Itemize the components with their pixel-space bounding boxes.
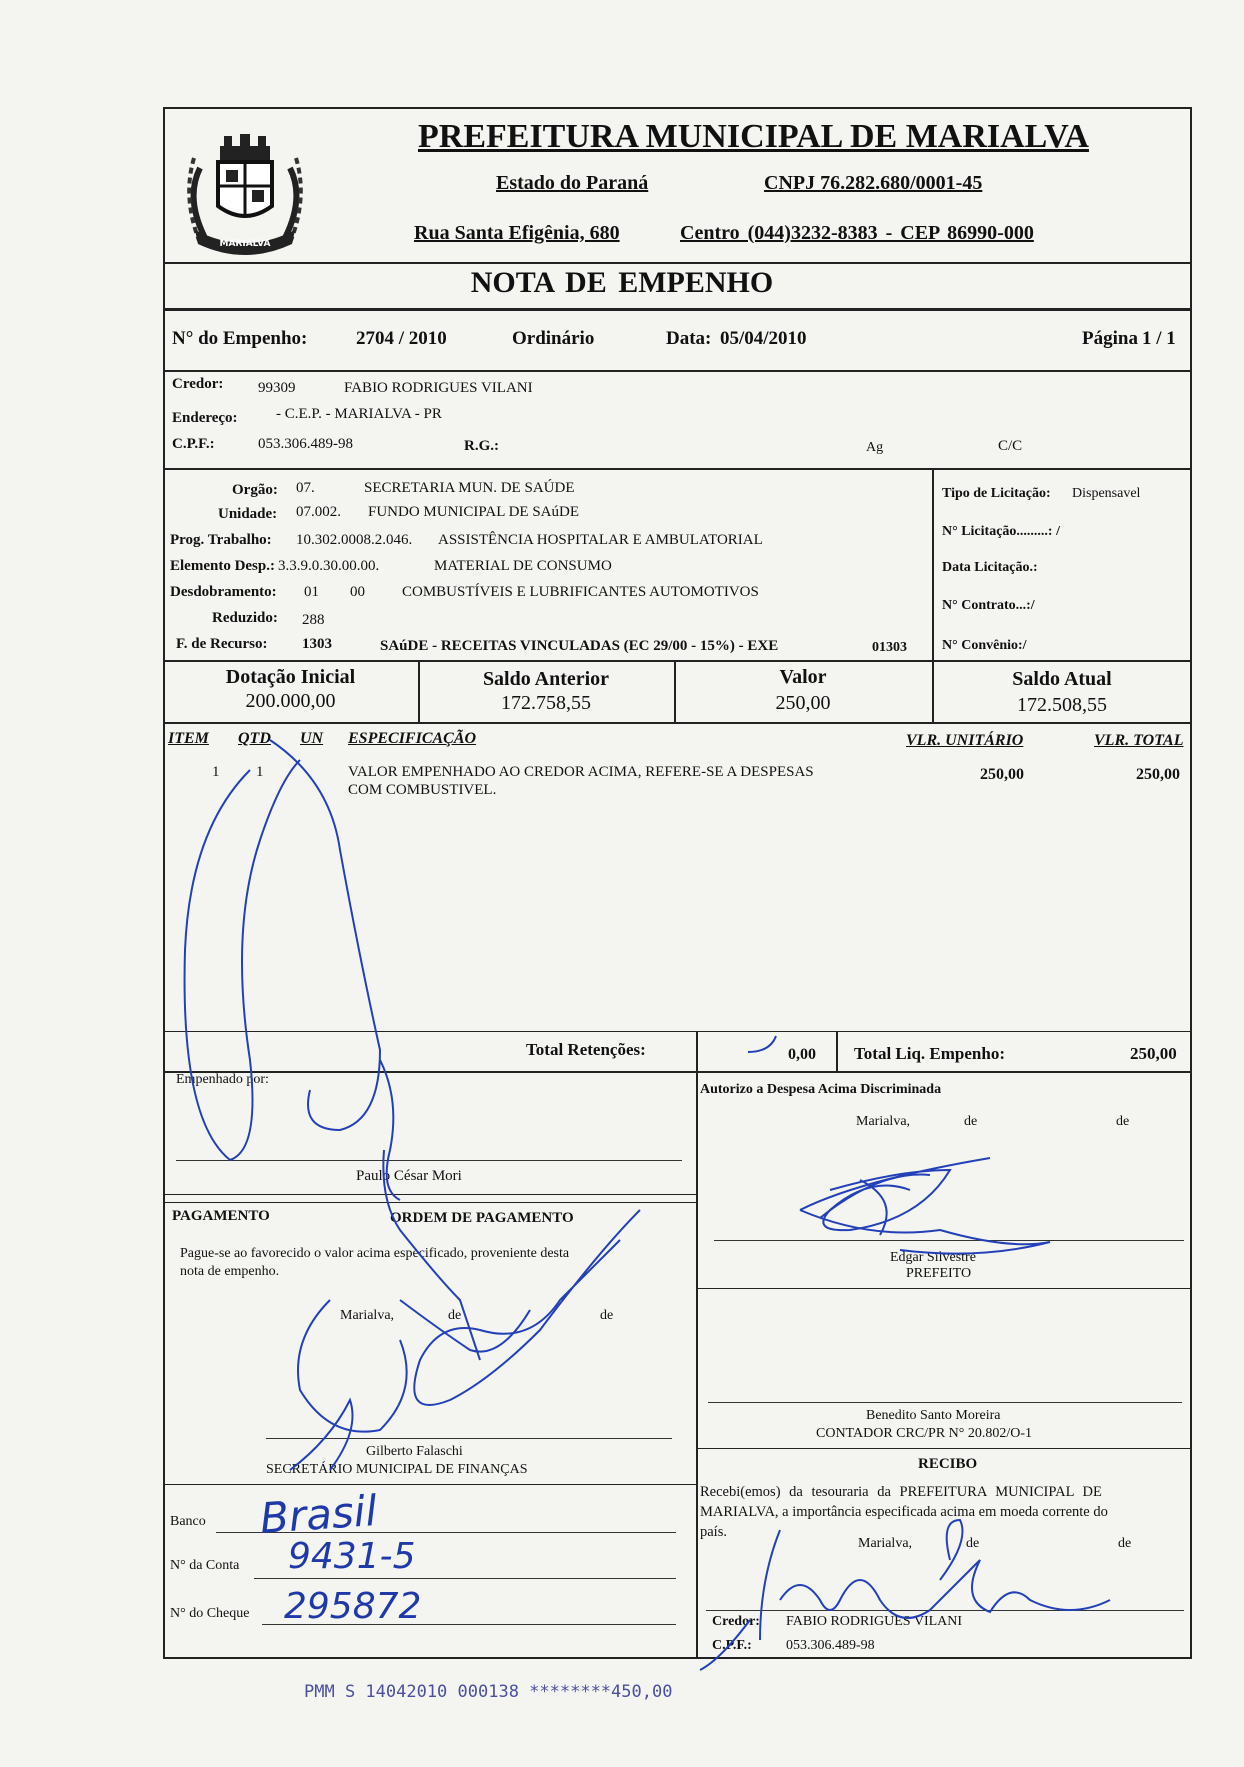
numero-licitacao: N° Licitação.........: / <box>942 524 1060 539</box>
saldo-atual-label: Saldo Atual <box>1012 668 1112 690</box>
desdobramento-label: Desdobramento: <box>170 584 277 600</box>
orgao-name: SECRETARIA MUN. DE SAÚDE <box>364 480 575 496</box>
orgao-code: 07. <box>296 480 315 496</box>
recurso-label: F. de Recurso: <box>176 636 268 652</box>
state-label: Estado do Paraná <box>496 172 649 194</box>
empenhado-label: Empenhado por: <box>176 1072 269 1087</box>
tipo-licitacao-value: Dispensavel <box>1072 486 1141 501</box>
prog-trabalho-code: 10.302.0008.2.046. <box>296 532 413 548</box>
empenho-date: 05/04/2010 <box>720 328 807 349</box>
contact-address: Centro (044)3232-8383 - CEP 86990-000 <box>680 222 1034 244</box>
total-liquido-label: Total Liq. Empenho: <box>854 1044 1005 1063</box>
payment-stamp: PMM S 14042010 000138 ********450,00 <box>304 1682 673 1702</box>
page-label: Página <box>1082 328 1138 349</box>
coat-of-arms-text: MARIALVA <box>219 239 271 249</box>
saldo-atual-value: 172.508,55 <box>1017 694 1107 716</box>
secretario-name: Gilberto Falaschi <box>366 1444 463 1459</box>
reduzido-value: 288 <box>302 612 325 628</box>
pagamento-label: PAGAMENTO <box>172 1208 270 1224</box>
contador-name: Benedito Santo Moreira <box>866 1408 1001 1423</box>
col-especificacao: ESPECIFICAÇÃO <box>348 730 477 747</box>
contador-role: CONTADOR CRC/PR N° 20.802/O-1 <box>816 1426 1033 1441</box>
unidade-label: Unidade: <box>218 506 278 522</box>
saldo-anterior-label: Saldo Anterior <box>482 668 610 690</box>
recibo-line1: Recebi(emos) da tesouraria da PREFEITURA MUNICIPAL DE <box>700 1484 1102 1500</box>
item-total-value: 250,00 <box>1136 766 1180 783</box>
ordem-pagamento-label: ORDEM DE PAGAMENTO <box>390 1210 574 1226</box>
item-spec-line1: VALOR EMPENHADO AO CREDOR ACIMA, REFERE-SE A DESPESAS <box>348 764 814 780</box>
prog-trabalho-label: Prog. Trabalho: <box>170 532 272 548</box>
empenho-number: 2704 / 2010 <box>356 328 447 349</box>
unidade-name: FUNDO MUNICIPAL DE SAúDE <box>368 504 579 520</box>
col-item: ITEM <box>168 730 209 747</box>
autorizo-city: Marialva, <box>856 1114 911 1129</box>
item-spec-line2: COM COMBUSTIVEL. <box>348 782 497 798</box>
prefeito-role: PREFEITO <box>906 1266 972 1281</box>
cc-label: C/C <box>998 438 1023 454</box>
saldo-anterior-value: 172.758,55 <box>501 692 591 714</box>
reduzido-label: Reduzido: <box>212 610 278 626</box>
empenho-type: Ordinário <box>512 328 595 349</box>
empenho-number-label: N° do Empenho: <box>172 328 308 349</box>
recibo-credor-name: FABIO RODRIGUES VILANI <box>786 1614 963 1629</box>
conta-label: N° da Conta <box>170 1558 240 1573</box>
numero-convenio: N° Convênio:/ <box>942 638 1027 653</box>
item-number: 1 <box>212 764 220 780</box>
secretario-role: SECRETÁRIO MUNICIPAL DE FINANÇAS <box>266 1462 528 1477</box>
autorizo-label: Autorizo a Despesa Acima Discriminada <box>700 1082 942 1097</box>
recibo-de-2: de <box>1118 1536 1132 1551</box>
tipo-licitacao-label: Tipo de Licitação: <box>942 486 1051 501</box>
endereco-value: - C.E.P. - MARIALVA - PR <box>276 406 442 422</box>
pagamento-city: Marialva, <box>340 1308 395 1323</box>
autorizo-de-2: de <box>1116 1114 1130 1129</box>
recibo-label: RECIBO <box>918 1456 978 1472</box>
endereco-label: Endereço: <box>172 410 238 426</box>
data-licitacao: Data Licitação.: <box>942 560 1038 575</box>
col-un: UN <box>300 730 324 747</box>
unidade-code: 07.002. <box>296 504 341 520</box>
item-qtd: 1 <box>256 764 264 780</box>
prefeito-name: Edgar Silvestre <box>890 1250 976 1265</box>
cheque-label: N° do Cheque <box>170 1606 250 1621</box>
banco-label: Banco <box>170 1514 206 1529</box>
recibo-cpf-value: 053.306.489-98 <box>786 1638 875 1653</box>
recibo-line3: país. <box>700 1524 727 1540</box>
col-qtd: QTD <box>238 730 271 747</box>
credor-name: FABIO RODRIGUES VILANI <box>344 380 533 396</box>
empenhado-name: Paulo César Mori <box>356 1168 462 1184</box>
pagamento-de-1: de <box>448 1308 462 1323</box>
pagamento-de-2: de <box>600 1308 614 1323</box>
document-title: NOTA DE EMPENHO <box>470 266 774 299</box>
cnpj-label: CNPJ 76.282.680/0001-45 <box>764 172 983 194</box>
recibo-line2: MARIALVA, a importância especificada acima em moeda corrente do <box>700 1504 1108 1520</box>
orgao-label: Orgão: <box>232 482 278 498</box>
recibo-de-1: de <box>966 1536 980 1551</box>
cpf-value: 053.306.489-98 <box>258 436 353 452</box>
retencoes-value: 0,00 <box>788 1046 816 1063</box>
numero-contrato: N° Contrato...:/ <box>942 598 1035 613</box>
elemento-name: MATERIAL DE CONSUMO <box>434 558 612 574</box>
recibo-credor-label: Credor: <box>712 1614 760 1629</box>
recibo-city: Marialva, <box>858 1536 913 1551</box>
conta-handwritten: 9431-5 <box>288 1536 416 1577</box>
autorizo-de-1: de <box>964 1114 978 1129</box>
desdobramento-b: 00 <box>350 584 365 600</box>
col-vlr-unitario: VLR. UNITÁRIO <box>906 732 1024 749</box>
valor-label: Valor <box>779 666 827 688</box>
municipality-title: PREFEITURA MUNICIPAL DE MARIALVA <box>418 118 1089 155</box>
credor-label: Credor: <box>172 376 224 392</box>
ag-label: Ag <box>866 440 884 455</box>
item-unit-value: 250,00 <box>980 766 1024 783</box>
retencoes-label: Total Retenções: <box>526 1040 646 1059</box>
pagamento-text-line2: nota de empenho. <box>180 1264 280 1279</box>
pagamento-text-line1: Pague-se ao favorecido o valor acima especificado, proveniente desta <box>180 1246 570 1261</box>
rg-label: R.G.: <box>464 438 499 454</box>
dotacao-value: 200.000,00 <box>245 690 336 712</box>
valor-value: 250,00 <box>775 692 831 714</box>
desdobramento-a: 01 <box>304 584 319 600</box>
recurso-code-2: 01303 <box>872 640 907 655</box>
elemento-code: 3.3.9.0.30.00.00. <box>278 558 380 574</box>
total-liquido-value: 250,00 <box>1130 1044 1177 1063</box>
street-address: Rua Santa Efigênia, 680 <box>414 222 620 244</box>
empenho-date-label: Data: <box>666 328 712 349</box>
page-number: 1 / 1 <box>1142 328 1176 349</box>
recurso-code: 1303 <box>302 636 332 652</box>
prog-trabalho-name: ASSISTÊNCIA HOSPITALAR E AMBULATORIAL <box>438 532 763 548</box>
cpf-label: C.P.F.: <box>172 436 215 452</box>
recibo-cpf-label: C.P.F.: <box>712 1638 752 1653</box>
recurso-name: SAúDE - RECEITAS VINCULADAS (EC 29/00 - 15%) - EXE <box>380 638 779 654</box>
cheque-handwritten: 295872 <box>284 1586 422 1627</box>
credor-code: 99309 <box>258 380 296 396</box>
coat-of-arms-icon <box>180 128 310 263</box>
banco-handwritten: Brasil <box>258 1485 379 1544</box>
dotacao-label: Dotação Inicial <box>225 666 356 688</box>
col-vlr-total: VLR. TOTAL <box>1094 732 1184 749</box>
desdobramento-name: COMBUSTÍVEIS E LUBRIFICANTES AUTOMOTIVOS <box>402 584 759 600</box>
elemento-label: Elemento Desp.: <box>170 558 275 574</box>
